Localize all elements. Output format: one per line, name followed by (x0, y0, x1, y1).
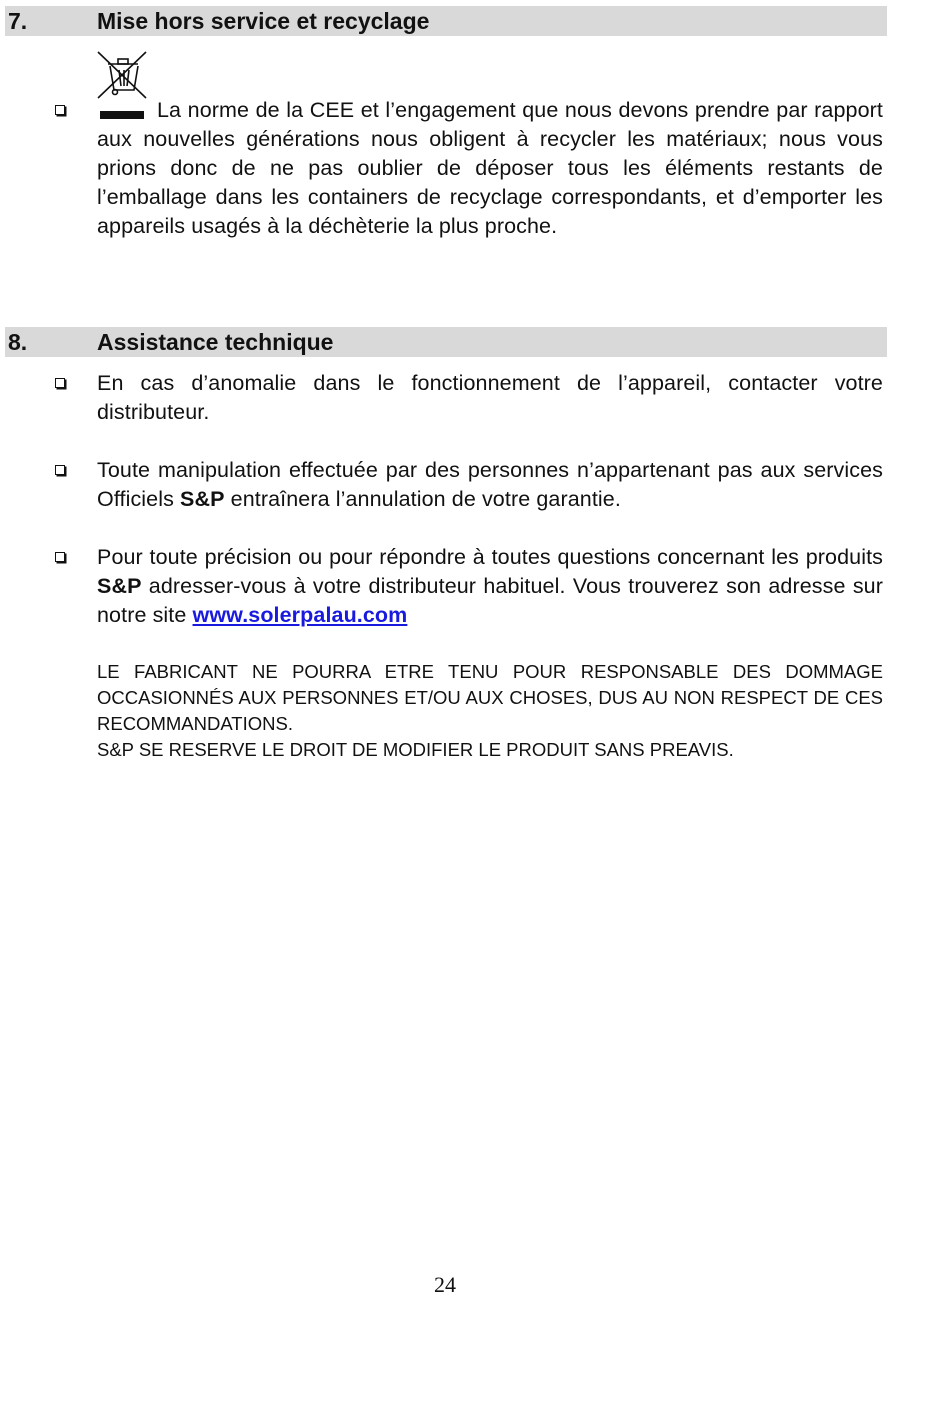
section-7-header (5, 6, 887, 36)
contact-text: Pour toute précision ou pour répondre à toutes questions concernant les produits (97, 545, 883, 569)
anomaly-text: En cas d’anomalie dans le fonctionnement de l’appareil, contacter votre distributeur. (97, 371, 883, 424)
checkbox-bullet-icon (55, 105, 65, 115)
contact-paragraph (97, 543, 883, 630)
section-title: Mise hors service et recyclage (97, 8, 430, 34)
section-title: Assistance technique (97, 329, 334, 355)
section-number: 8. (8, 329, 28, 355)
checkbox-bullet-icon (55, 378, 65, 388)
liability-notice (97, 659, 883, 763)
warranty-text-end: entraînera l’annulation de votre garantie. (224, 487, 621, 511)
brand-name: S&P (180, 487, 225, 511)
modification-notice-text: S&P SE RESERVE LE DROIT DE MODIFIER LE PRODUIT SANS PREAVIS. (97, 739, 734, 760)
section-8-header (5, 327, 887, 357)
checkbox-bullet-icon (55, 465, 65, 475)
checkbox-bullet-icon (55, 552, 65, 562)
anomaly-paragraph (97, 369, 883, 427)
website-link[interactable]: www.solerpalau.com (192, 603, 408, 627)
contact-text-end: adresser-vous à votre distributeur habituel. Vous trouverez son adresse sur notre site (97, 574, 883, 627)
liability-notice-text: LE FABRICANT NE POURRA ETRE TENU POUR RESPONSABLE DES DOMMAGE OCCASIONNÉS AUX PERSONNES ET/OU AUX CHOSES, DUS AU NON RESPECT DE CES RECOMMANDATIONS. (97, 661, 883, 734)
recycling-paragraph (97, 96, 883, 241)
brand-name: S&P (97, 574, 142, 598)
section-number: 7. (8, 8, 28, 34)
warranty-paragraph (97, 456, 883, 514)
page-number: 24 (434, 1272, 456, 1297)
recycling-text: La norme de la CEE et l’engagement que nous devons prendre par rapport aux nouvelles générations nous obligent à recycler les matériaux; nous vous prions donc de ne pas oublier de déposer tous les éléments restants de l’emballage dans les containers de recyclage correspondants, et d’emporter les appareils usagés à la déchèterie la plus proche. (97, 98, 883, 238)
warranty-text: Toute manipulation effectuée par des personnes n’appartenant pas aux services Officiels (97, 458, 883, 511)
